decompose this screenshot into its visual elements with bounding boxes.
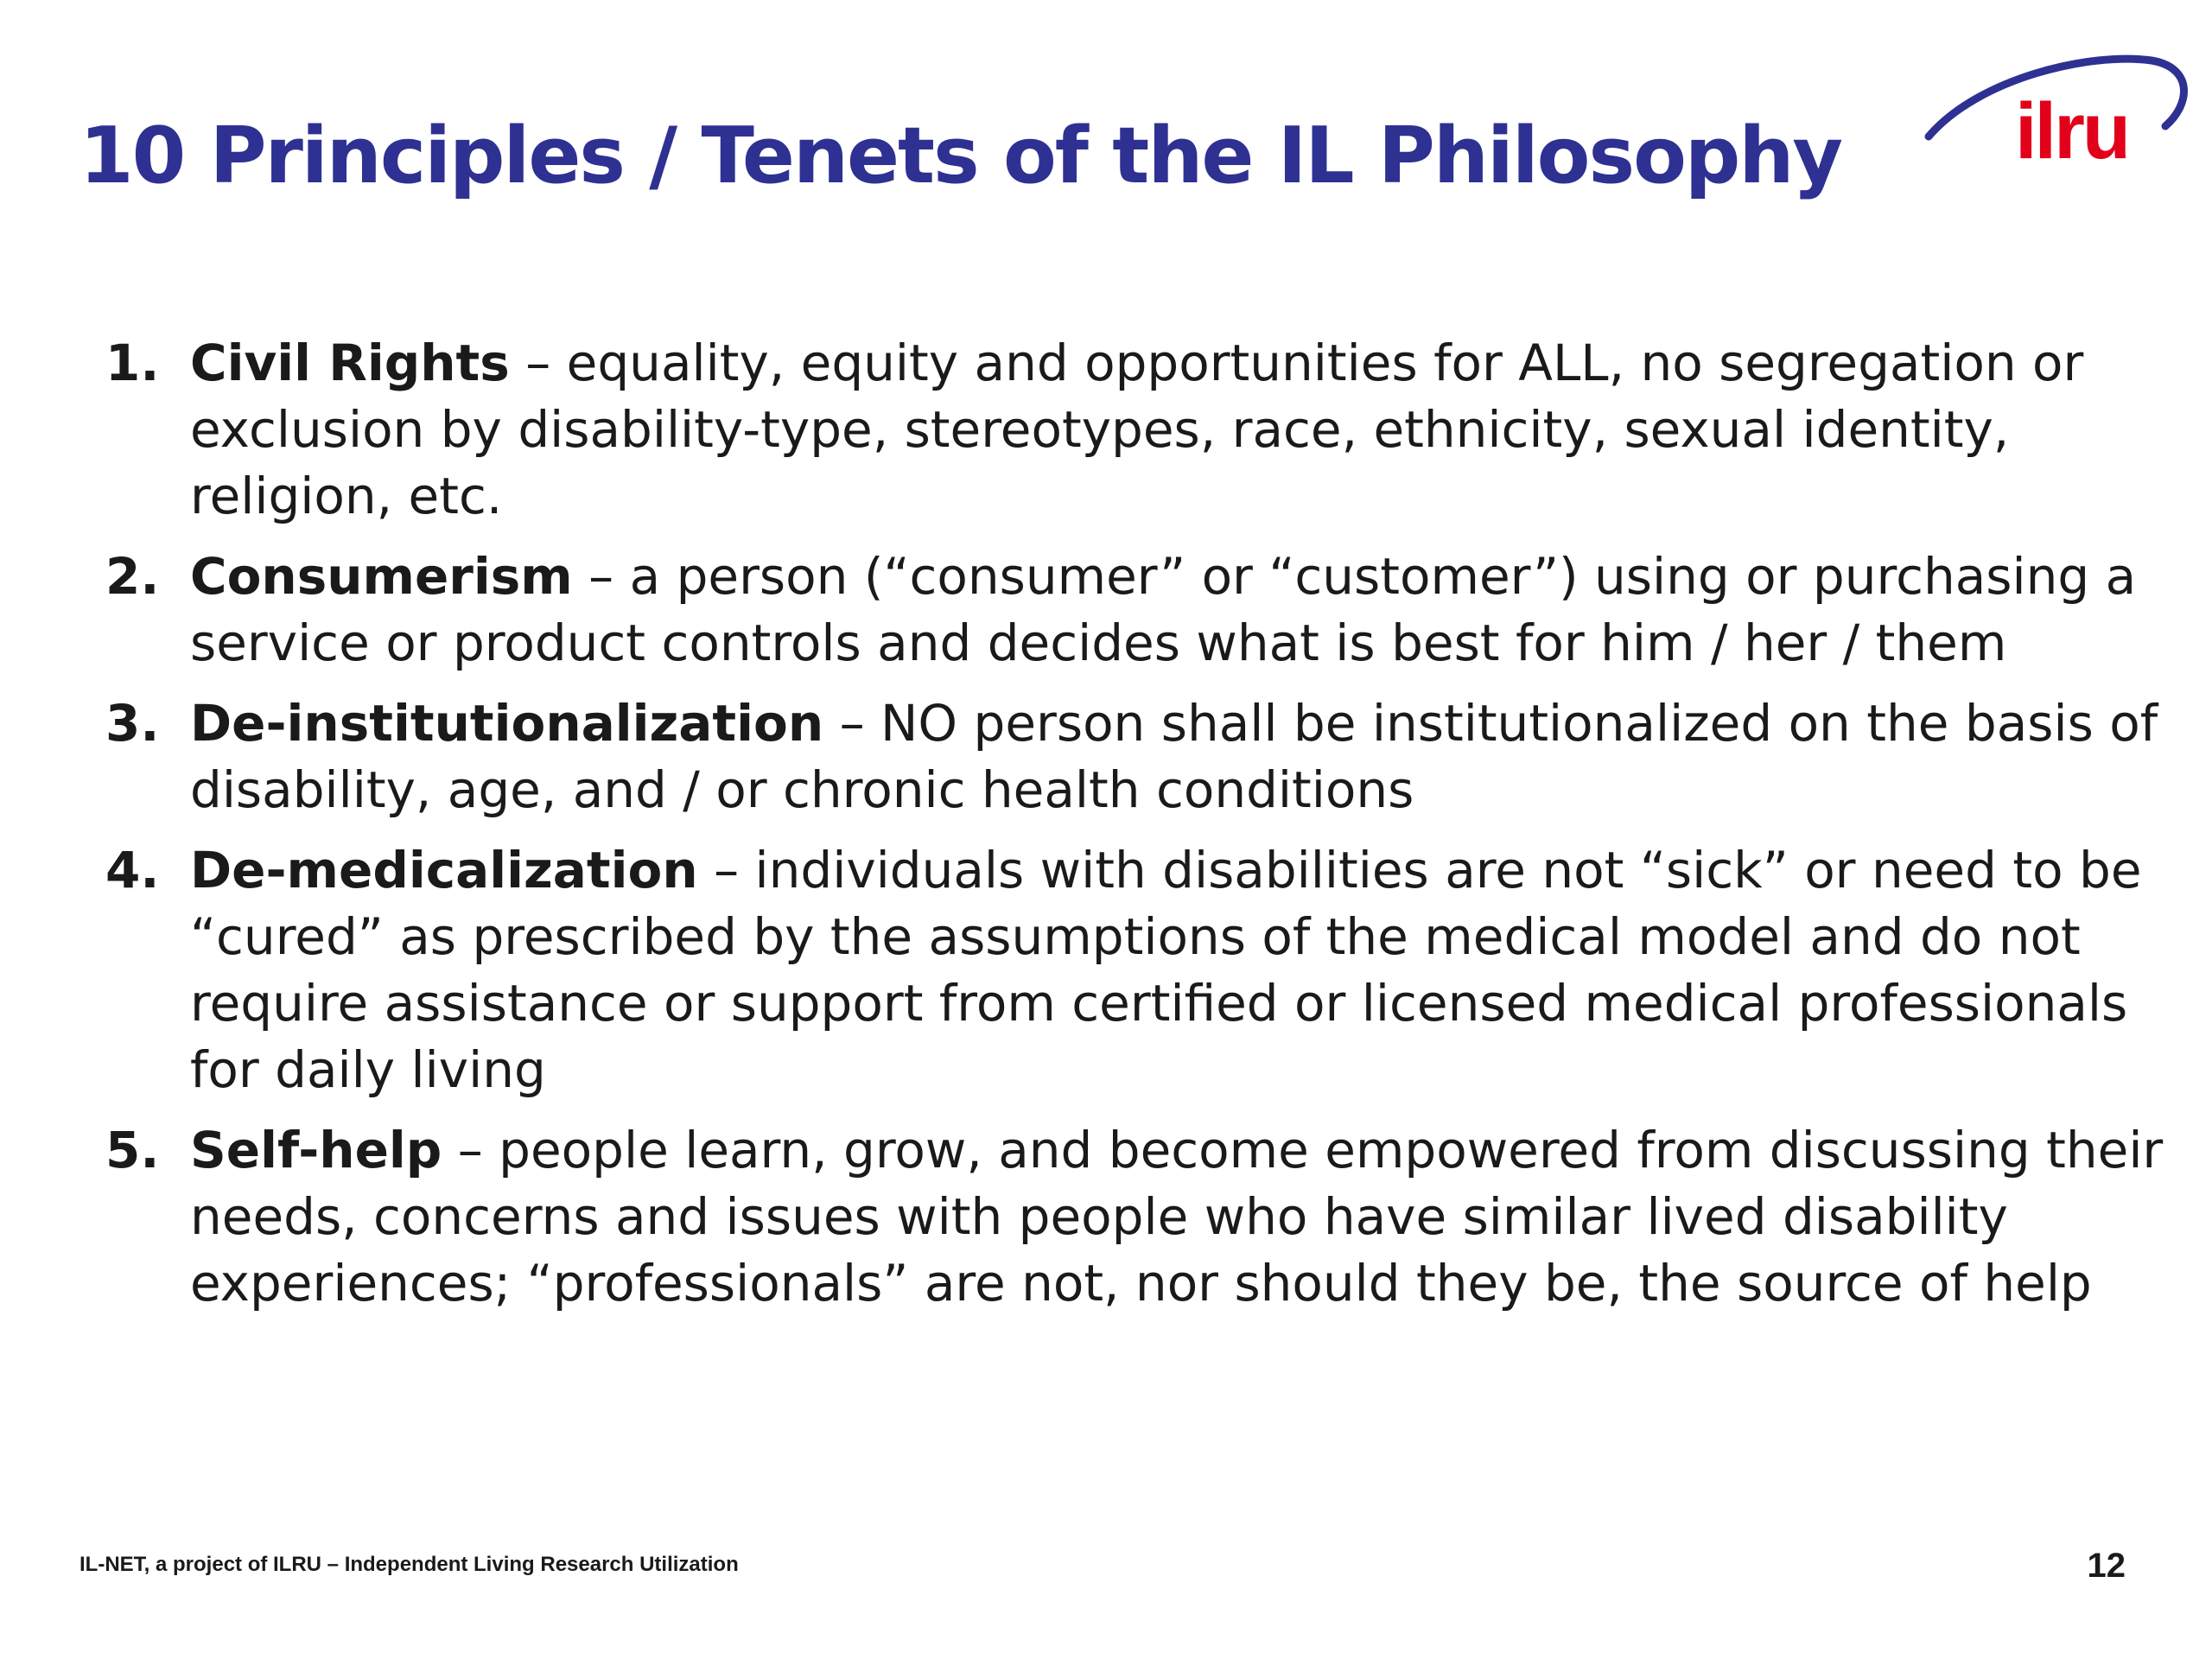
principle-term: Self-help [190,1121,442,1179]
principle-description: – individuals with disabilities are not “sick” or need to be “cured” as prescribed by the assumptions of the medical model and do not require assistance or support from certified or licensed medical professionals for daily living [190,841,2142,1099]
principle-item [105,330,2171,530]
principle-number: 2. [105,547,160,606]
principle-number: 5. [105,1121,160,1179]
principle-text [190,1117,2171,1317]
footer-text: IL-NET, a project of ILRU – Independent Living Research Utilization [79,1553,739,1576]
principle-item [105,1117,2171,1317]
slide-title: 10 Principles / Tenets of the IL Philosophy [79,111,1842,201]
principle-text [190,543,2171,677]
principle-number: 1. [105,334,160,392]
principle-number: 4. [105,841,160,899]
principle-number: 3. [105,694,160,753]
principle-item [105,543,2171,677]
principle-description: – equality, equity and opportunities for ALL, no segregation or exclusion by disability-type, stereotypes, race, ethnicity, sexual identity, religion, etc. [190,334,2084,525]
page-number: 12 [2087,1547,2126,1585]
logo-text: ilru [2015,87,2129,175]
ilru-logo [1918,35,2195,190]
principle-text [190,837,2171,1103]
principle-description: – a person (“consumer” or “customer”) using or purchasing a service or product controls and decides what is best for him / her / them [190,547,2137,672]
principle-term: Consumerism [190,547,573,606]
principle-item [105,690,2171,823]
principle-description: – NO person shall be institutionalized on the basis of disability, age, and / or chronic health conditions [190,694,2158,819]
principle-term: De-institutionalization [190,694,824,753]
principle-description: – people learn, grow, and become empowered from discussing their needs, concerns and issues with people who have similar lived disability experiences; “professionals” are not, nor should they be, the source of help [190,1121,2164,1313]
principles-list [105,330,2171,1331]
principle-text [190,690,2171,823]
principle-term: De-medicalization [190,841,698,899]
principle-term: Civil Rights [190,334,510,392]
principle-item [105,837,2171,1103]
principle-text [190,330,2171,530]
